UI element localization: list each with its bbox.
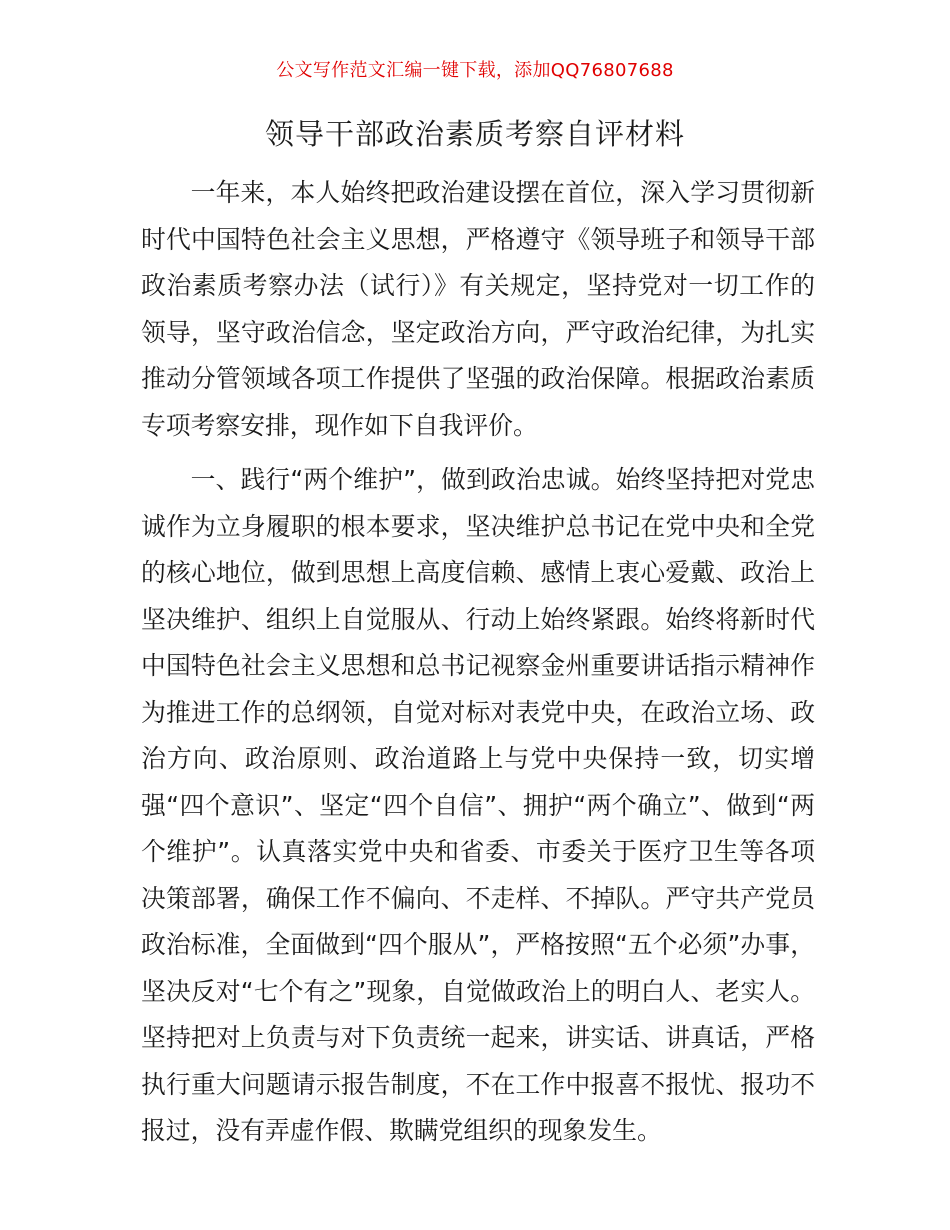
paragraph-intro: 一年来，本人始终把政治建设摆在首位，深入学习贯彻新时代中国特色社会主义思想，严格遵守《领导班子和领导干部政治素质考察办法（试行）》有关规定，坚持党对一切工作的领导，坚守政治信念，坚定政治方向，严守政治纪律，为扎实推动分管领域各项工作提供了坚强的政治保障。根据政治素质专项考察安排，现作如下自我评价。 bbox=[141, 178, 815, 440]
document-title: 领导干部政治素质考察自评材料 bbox=[264, 117, 685, 151]
paragraph-section-one: 一、践行“两个维护”，做到政治忠诚。始终坚持把对党忠诚作为立身履职的根本要求，坚决维护总书记在党中央和全党的核心地位，做到思想上高度信赖、感情上衷心爱戴、政治上坚决维护、组织上自觉服从、行动上始终紧跟。始终将新时代中国特色社会主义思想和总书记视察金州重要讲话指示精神作为推进工作的总纲领，自觉对标对表党中央，在政治立场、政治方向、政治原则、政治道路上与党中央保持一致，切实增强“四个意识”、坚定“四个自信”、拥护“两个确立”、做到“两个维护”。认真落实党中央和省委、市委关于医疗卫生等各项决策部署，确保工作不偏向、不走样、不掉队。严守共产党员政治标准，全面做到“四个服从”，严格按照“五个必须”办事，坚决反对“七个有之”现象，自觉做政治上的明白人、老实人。坚持把对上负责与对下负责统一起来，讲实话、讲真话，严格执行重大问题请示报告制度，不在工作中报喜不报忧、报功不报过，没有弄虚作假、欺瞒党组织的现象发生。 bbox=[141, 465, 815, 1145]
download-promo-note: 公文写作范文汇编一键下载，添加QQ76807688 bbox=[276, 60, 674, 81]
document-body bbox=[141, 170, 815, 1155]
